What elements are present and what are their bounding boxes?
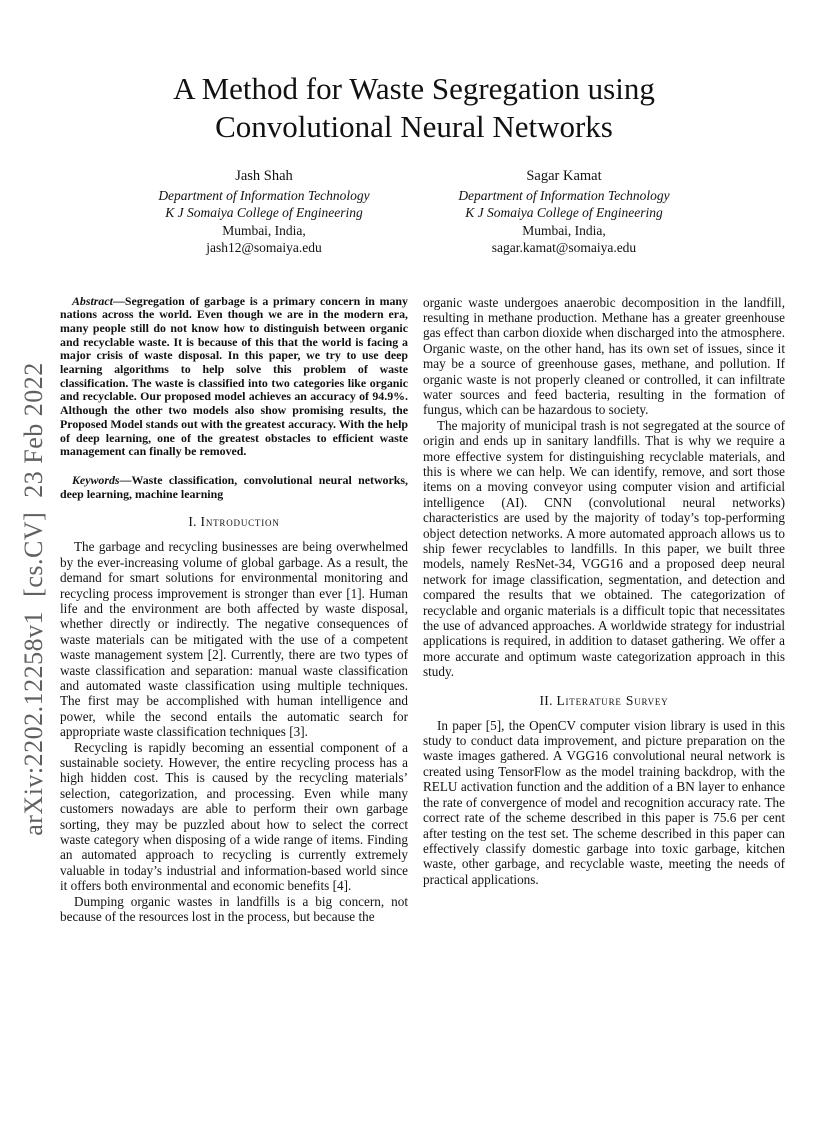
literature-paragraph-1: In paper [5], the OpenCV computer vision library is used in this study to conduct data improvement, and picture preparation on the waste images gathered. A VGG16 convolutional neural network is created using TensorFlow as the model training backdrop, with the RELU activation function and the addition of a BN layer to enhance the rate of convergence of model and recognition accuracy rate. The correct rate of the scheme described in this paper is 75.6 per cent after testing on the test set. The scheme described in this paper can effectively classify domestic garbage into toxic garbage, kitchen waste, other garbage, and recyclable waste, meeting the needs of practical applications. <box>423 717 785 887</box>
author-location: Mumbai, India, <box>522 222 606 238</box>
paper-header <box>0 70 828 257</box>
section-title: Introduction <box>200 514 280 530</box>
author-department: Department of Information Technology <box>158 187 370 203</box>
section-title: Literature Survey <box>556 692 669 708</box>
author-institution: K J Somaiya College of Engineering <box>465 205 663 220</box>
intro-paragraph-4: The majority of municipal trash is not segregated at the source of origin and ends up in sanitary landfills. That is why we require a more effective system for distinguishing recyclable materials, and this is where we can help. We can identify, remove, and sort those items on a moving conveyor using computer vision and artificial intelligence (AI). CNN (convolutional neural networks) characteristics are used by the majority of today’s top-performing object detection networks. A more automated approach allows us to ship fewer recyclables to landfills. In this paper, we built three models, namely ResNet-34, VGG16 and a proposed deep neural network for image classification, segmentation, and detection and compared the results that we obtained. The categorization of recyclable and organic materials is a difficult topic that necessitates the use of advanced approaches. A worldwide strategy for industrial applications is required, in addition to dataset gathering. We offer a more accurate and optimum waste categorization approach in this study. <box>423 417 785 680</box>
author-block-sagar-kamat <box>414 168 714 257</box>
paper-body <box>60 295 785 925</box>
author-department: Department of Information Technology <box>458 187 670 203</box>
author-institution: K J Somaiya College of Engineering <box>165 205 363 220</box>
section-heading-literature-survey <box>423 693 785 709</box>
section-number: I. <box>188 514 197 530</box>
abstract-paragraph <box>60 295 408 459</box>
author-name: Sagar Kamat <box>526 168 602 184</box>
keywords-paragraph <box>60 474 408 501</box>
author-location: Mumbai, India, <box>222 222 306 238</box>
keywords-text: —Waste classification, convolutional neural networks, deep learning, machine learning <box>60 472 408 501</box>
author-email: jash12@somaiya.edu <box>206 240 322 255</box>
right-column <box>423 295 785 925</box>
author-name: Jash Shah <box>235 168 293 184</box>
keywords-label: Keywords <box>72 472 120 487</box>
abstract-text: —Segregation of garbage is a primary concern in many nations across the world. Even though we are in the modern era, many people still do not know how to distinguish between organic and recyclable waste. It is because of this that the world is facing a major crisis of waste disposal. In this paper, we try to use deep learning algorithms to help solve this problem of waste classification. The waste is classified into two categories like organic and recyclable. Our proposed model achieves an accuracy of 94.9%. Although the other two models also show promising results, the Proposed Model stands out with the greatest accuracy. With the help of deep learning, one of the greatest obstacles to efficient waste management can finally be removed. <box>60 293 408 459</box>
intro-paragraph-3: Dumping organic wastes in landfills is a big concern, not because of the resources lost in the process, but because the <box>60 893 408 925</box>
author-block-jash-shah <box>114 168 414 257</box>
section-heading-introduction <box>60 514 408 530</box>
arxiv-watermark: arXiv:2202.12258v1 [cs.CV] 23 Feb 2022 <box>19 362 48 836</box>
intro-paragraph-1: The garbage and recycling businesses are being overwhelmed by the ever-increasing volume of global garbage. As a result, the demand for smart solutions for environmental monitoring and recycling process improvement is stronger than ever [1]. Human life and the environment are both affected by waste disposal, whether directly or indirectly. The negative consequences of waste materials can be mitigated with the use of a competent waste management system [2]. Currently, there are two types of waste classification and separation: manual waste classification and automated waste classification using multiple techniques. The first may be accomplished with human intelligence and power, while the second entails the automatic search for appropriate waste classification techniques [3]. <box>60 539 408 740</box>
paper-title: A Method for Waste Segregation using Convolutional Neural Networks <box>173 71 655 144</box>
author-row <box>0 168 828 257</box>
intro-paragraph-2: Recycling is rapidly becoming an essential component of a sustainable society. However, the entire recycling process has a high hidden cost. This is caused by the recycling materials’ selection, categorization, and processing. Even while many customers nowadays are able to perform their own garbage sorting, they may be puzzled about how to select the correct waste category when disposing of a wide range of items. Finding an automated approach to recycling is currently extremely valuable in today’s industrial and information-based world since it offers both environmental and economic benefits [4]. <box>60 739 408 894</box>
intro-paragraph-3-continued: organic waste undergoes anaerobic decomposition in the landfill, resulting in methane production. Methane has a greater greenhouse gas effect than carbon dioxide when discharged into the atmosphere. Organic waste, on the other hand, has its own set of issues, since it may be a source of greenhouse gases, methane, and pollution. If organic waste is not properly cleaned or controlled, it can infiltrate water sources and feed bacteria, resulting in the formation of fungus, which can be hazardous to society. <box>423 294 785 418</box>
abstract-label: Abstract <box>72 293 113 308</box>
author-email: sagar.kamat@somaiya.edu <box>491 240 637 255</box>
section-number: II. <box>539 692 553 708</box>
left-column <box>60 295 408 925</box>
